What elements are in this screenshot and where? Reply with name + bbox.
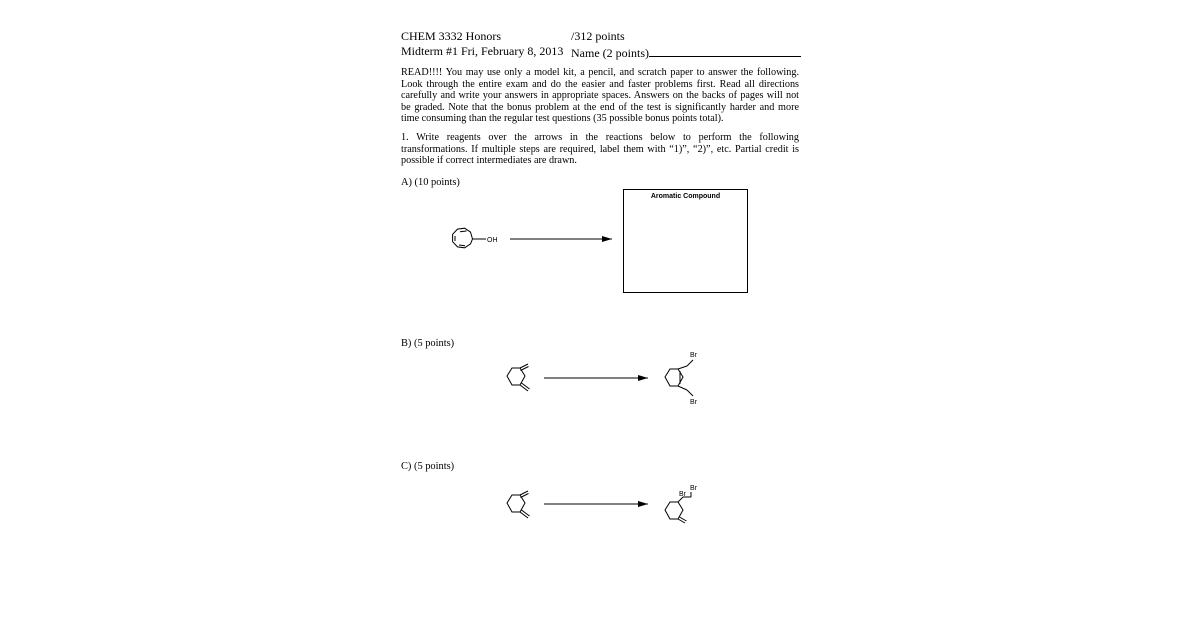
bromine-label-side-c: Br	[679, 491, 686, 498]
bromine-label-bottom: Br	[690, 399, 697, 406]
part-b-label: B) (5 points)	[401, 338, 455, 349]
hydroxyl-label: OH	[487, 237, 498, 244]
exam-date: Midterm #1 Fri, February 8, 2013	[401, 44, 564, 58]
bromine-label-top: Br	[690, 352, 697, 359]
part-b-reactant-dimethylenecyclohexane	[507, 364, 530, 391]
part-b-product-bis-bromomethyl-cyclohexene	[665, 360, 693, 396]
part-a-reactant-cycloheptatrienol	[453, 228, 486, 248]
answer-box-title: Aromatic Compound	[650, 193, 721, 200]
instructions-paragraph: READ!!!! You may use only a model kit, a pencil, and scratch paper to answer the following. Look through the entire exam and do the easier and faster problems first. Read all directions carefully and write your answers in appropriate spaces. Answers on the backs of pages will not be graded. Note that the bonus problem at the end of the test is significantly harder and more time consuming than the regular test questions (35 possible bonus points total).	[401, 67, 799, 125]
part-a-label: A) (10 points)	[401, 177, 460, 188]
bromine-label-top-c: Br	[690, 485, 697, 492]
total-points: /312 points	[571, 29, 625, 43]
part-c-product-dibromo-methylenecyclohexane	[665, 492, 691, 523]
part-c-label: C) (5 points)	[401, 461, 455, 472]
course-title: CHEM 3332 Honors	[401, 29, 502, 43]
name-label: Name (2 points)	[571, 46, 649, 60]
question-1-text: 1. Write reagents over the arrows in the reactions below to perform the following transformations. If multiple steps are required, label them with “1)”, “2)”, etc. Partial credit is possible if correct intermediates are drawn.	[401, 132, 799, 167]
part-c-reactant-dimethylenecyclohexane	[507, 491, 530, 518]
